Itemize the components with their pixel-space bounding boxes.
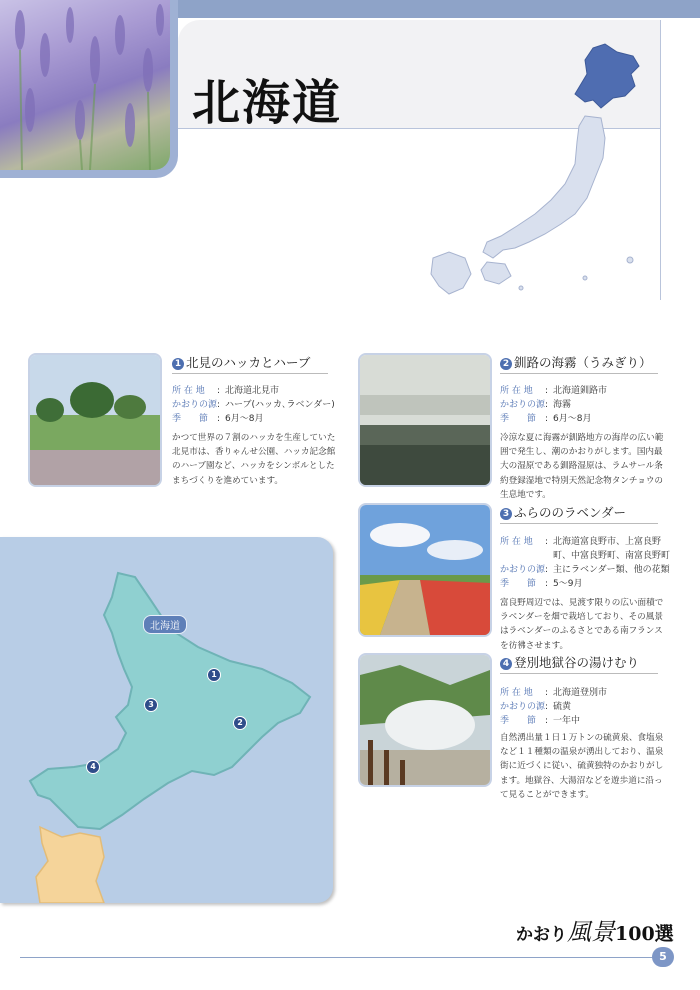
spot-1-description: かつて世界の７割のハッカを生産していた 北見市は、香りゃんせ公園、ハッカ記念館 のハーブ園など、ハッカをシンボルとした まちづくりを進めています。 [172,433,336,486]
japan-map [425,38,660,308]
spot-2-info: 所 在 地 : 北海道釧路市 かおりの源: 海霧 季 節 : 6月～8月 [500,386,608,424]
spot-3-description: 富良野周辺では、見渡す限りの広い面積で ラベンダーを畑で栽培しており、その風景 はラベンダーのふるさとである南フランス を彷彿させます。 [500,598,664,651]
lavender-photo [0,0,170,170]
kaori-fukei-100-logo: かおり風景100選 [516,918,674,946]
spot-3-photo [358,503,492,637]
spot-3-info: 所 在 地 : 北海道富良野市、上富良野 町、中富良野町、南富良野町 かおりの源: 主にラベンダー類、他の花類 季 節 : 5～9月 [500,537,671,589]
map-marker-4: 4 [86,760,100,774]
spot-3-title: 3 ふらののラベンダー [500,503,658,524]
hokkaido-map [0,537,333,903]
spot-4-photo [358,653,492,787]
spot-number-badge: 4 [500,658,512,670]
map-marker-1: 1 [207,668,221,682]
spot-number-badge: 3 [500,508,512,520]
map-marker-2: 2 [233,716,247,730]
spot-2-description: 冷涼な夏に海霧が釧路地方の海岸の広い範 囲で発生し、潮のかおりがします。国内最 大の湿原である釧路湿原は、ラムサール条 約登録湿地で特別天然記念物タンチョウの 生息地です。 [500,433,664,500]
page-title: 北海道 [192,75,343,131]
hokkaido-map-panel [0,537,333,903]
spot-number-badge: 1 [172,358,184,370]
spot-2-title: 2 釧路の海霧（うみぎり） [500,353,658,374]
spot-4-title: 4 登別地獄谷の湯けむり [500,653,658,674]
spot-1-title: 1 北見のハッカとハーブ [172,353,328,374]
header-divider [660,20,661,300]
spot-2-photo [358,353,492,487]
spot-4-info: 所 在 地 : 北海道登別市 かおりの源: 硫黄 季 節 : 一年中 [500,688,608,726]
page-number: 5 [652,947,674,967]
spot-4-description: 自然湧出量１日１万トンの硫黄泉、食塩泉 など１１種類の温泉が湧出しており、温泉 街に近づくに従い、硫黄独特のかおりがし ます。地獄谷、大湯沼などを遊歩道に沿っ て見ることができます。 [500,733,664,800]
footer-rule [20,957,660,958]
hokkaido-map-label: 北海道 [143,615,187,634]
spot-1-photo [28,353,162,487]
spot-number-badge: 2 [500,358,512,370]
spot-1-info: 所 在 地 : 北海道北見市 かおりの源: ハーブ(ハッカ､ラベンダー) 季 節 : 6月～8月 [172,386,335,424]
map-marker-3: 3 [144,698,158,712]
